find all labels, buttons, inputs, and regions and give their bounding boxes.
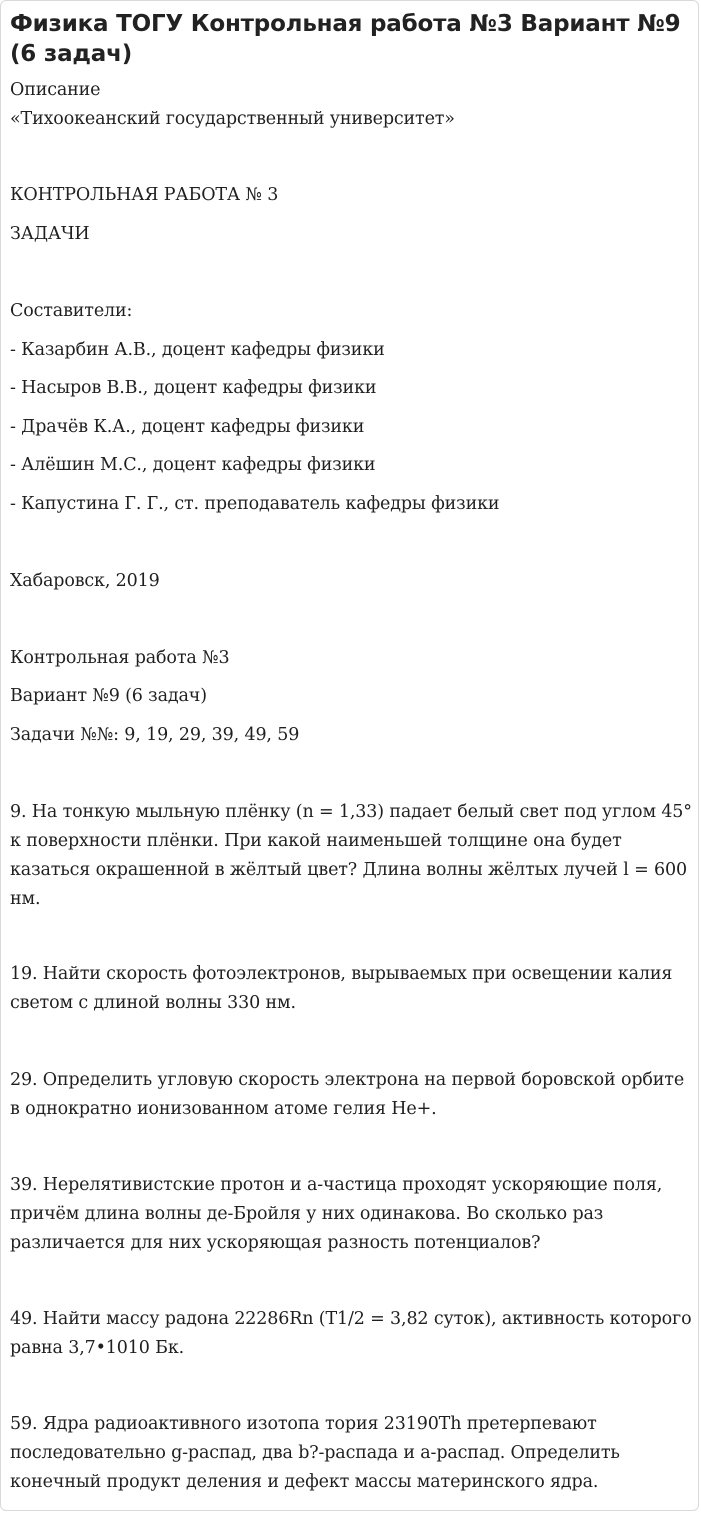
work-heading: КОНТРОЛЬНАЯ РАБОТА № 3 [10,185,279,205]
university-name: «Тихоокеанский государственный университет» [10,109,455,129]
authors-label: Составители: [10,301,133,321]
title-block [10,9,694,69]
problem-59: 59. Ядра радиоактивного изотопа тория 23190Th претерпевают последовательно g-распад, два b?-распада и a-распад. Определить конечный продукт деления и дефект массы материнского ядра. [10,1414,620,1492]
author-item: - Казарбин А.В., доцент кафедры физики [10,340,385,360]
tasks-heading: ЗАДАЧИ [10,224,90,244]
description-label: Описание [10,80,101,100]
problem-39: 39. Нерелятивистские протон и a-частица проходят ускоряющие поля, причём длина волны де-Бройля у них одинакова. Во сколько раз различается для них ускоряющая разность потенциалов? [10,1175,663,1253]
problem-9: 9. На тонкую мыльную плёнку (n = 1,33) падает белый свет под углом 45° к поверхности плёнки. При какой наименьшей толщине она будет казаться окрашенной в жёлтый цвет? Длина волны жёлтых лучей l = 600 нм. [10,802,692,909]
author-item: - Драчёв К.А., доцент кафедры физики [10,417,365,437]
city-year: Хабаровск, 2019 [10,571,160,591]
author-item: - Капустина Г. Г., ст. преподаватель кафедры физики [10,494,500,514]
task-numbers: Задачи №№: 9, 19, 29, 39, 49, 59 [10,725,300,745]
author-item: - Алёшин М.С., доцент кафедры физики [10,455,376,475]
problem-19: 19. Найти скорость фотоэлектронов, вырываемых при освещении калия светом с длиной волны 330 нм. [10,964,673,1013]
problem-49: 49. Найти массу радона 22286Rn (T1/2 = 3,82 суток), активность которого равна 3,7•1010 Бк. [10,1309,692,1358]
problem-29: 29. Определить угловую скорость электрона на первой боровской орбите в однократно ионизованном атоме гелия He+. [10,1070,685,1119]
variant-label: Вариант №9 (6 задач) [10,686,207,706]
work-title: Контрольная работа №3 [10,648,230,668]
author-item: - Насыров В.В., доцент кафедры физики [10,378,377,398]
page-title: Физика ТОГУ Контрольная работа №3 Вариант №9 (6 задач) [10,11,681,67]
